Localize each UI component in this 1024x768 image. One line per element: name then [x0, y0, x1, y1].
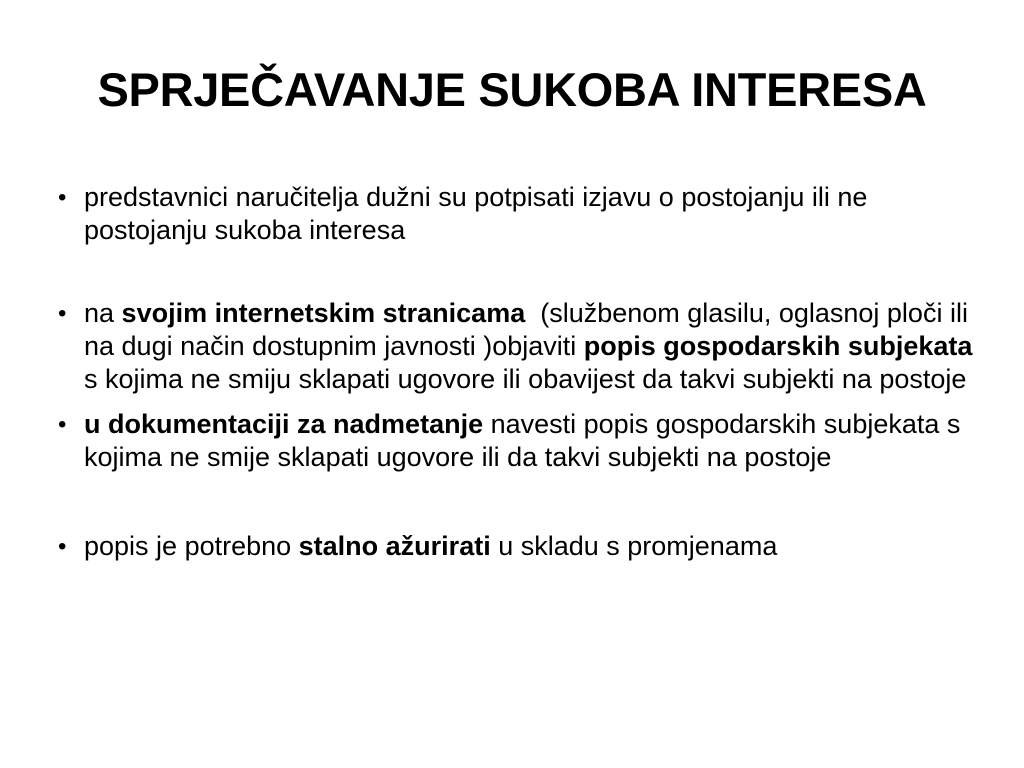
bullet-item-3	[58, 408, 978, 474]
bullet-text: predstavnici naručitelja dužni su potpisati izjavu o postojanju ili ne postojanju sukoba interesa	[84, 182, 868, 245]
bullet-item-4	[58, 530, 978, 563]
bold-phrase: stalno ažurirati	[298, 531, 491, 561]
bullet-dot-icon: •	[58, 184, 67, 211]
bullet-dot-icon: •	[58, 300, 67, 327]
bullet-dot-icon: •	[58, 533, 67, 560]
bullet-item-1	[58, 181, 978, 247]
bullet-text: popis je potrebno stalno ažurirati u skladu s promjenama	[84, 531, 778, 561]
bold-phrase: u dokumentaciji za nadmetanje	[84, 409, 484, 439]
bullet-dot-icon: •	[58, 411, 67, 438]
bold-phrase: popis gospodarskih subjekata	[583, 331, 973, 361]
bold-phrase: svojim internetskim stranicama	[121, 298, 526, 328]
bullet-item-2	[58, 297, 988, 396]
slide-title: SPRJEČAVANJE SUKOBA INTERESA	[97, 63, 927, 116]
bullet-text: na svojim internetskim stranicama (službenom glasilu, oglasnoj ploči ili na dugi način dostupnim javnosti )objaviti popis gospodarskih subjekata s kojima ne smiju sklapati ugovore ili obavijest da takvi subjekti na postoje	[84, 298, 988, 394]
bullet-text: u dokumentaciji za nadmetanje navesti popis gospodarskih subjekata s kojima ne smije sklapati ugovore ili da takvi subjekti na postoje	[84, 409, 968, 472]
bullet-list	[58, 181, 988, 563]
